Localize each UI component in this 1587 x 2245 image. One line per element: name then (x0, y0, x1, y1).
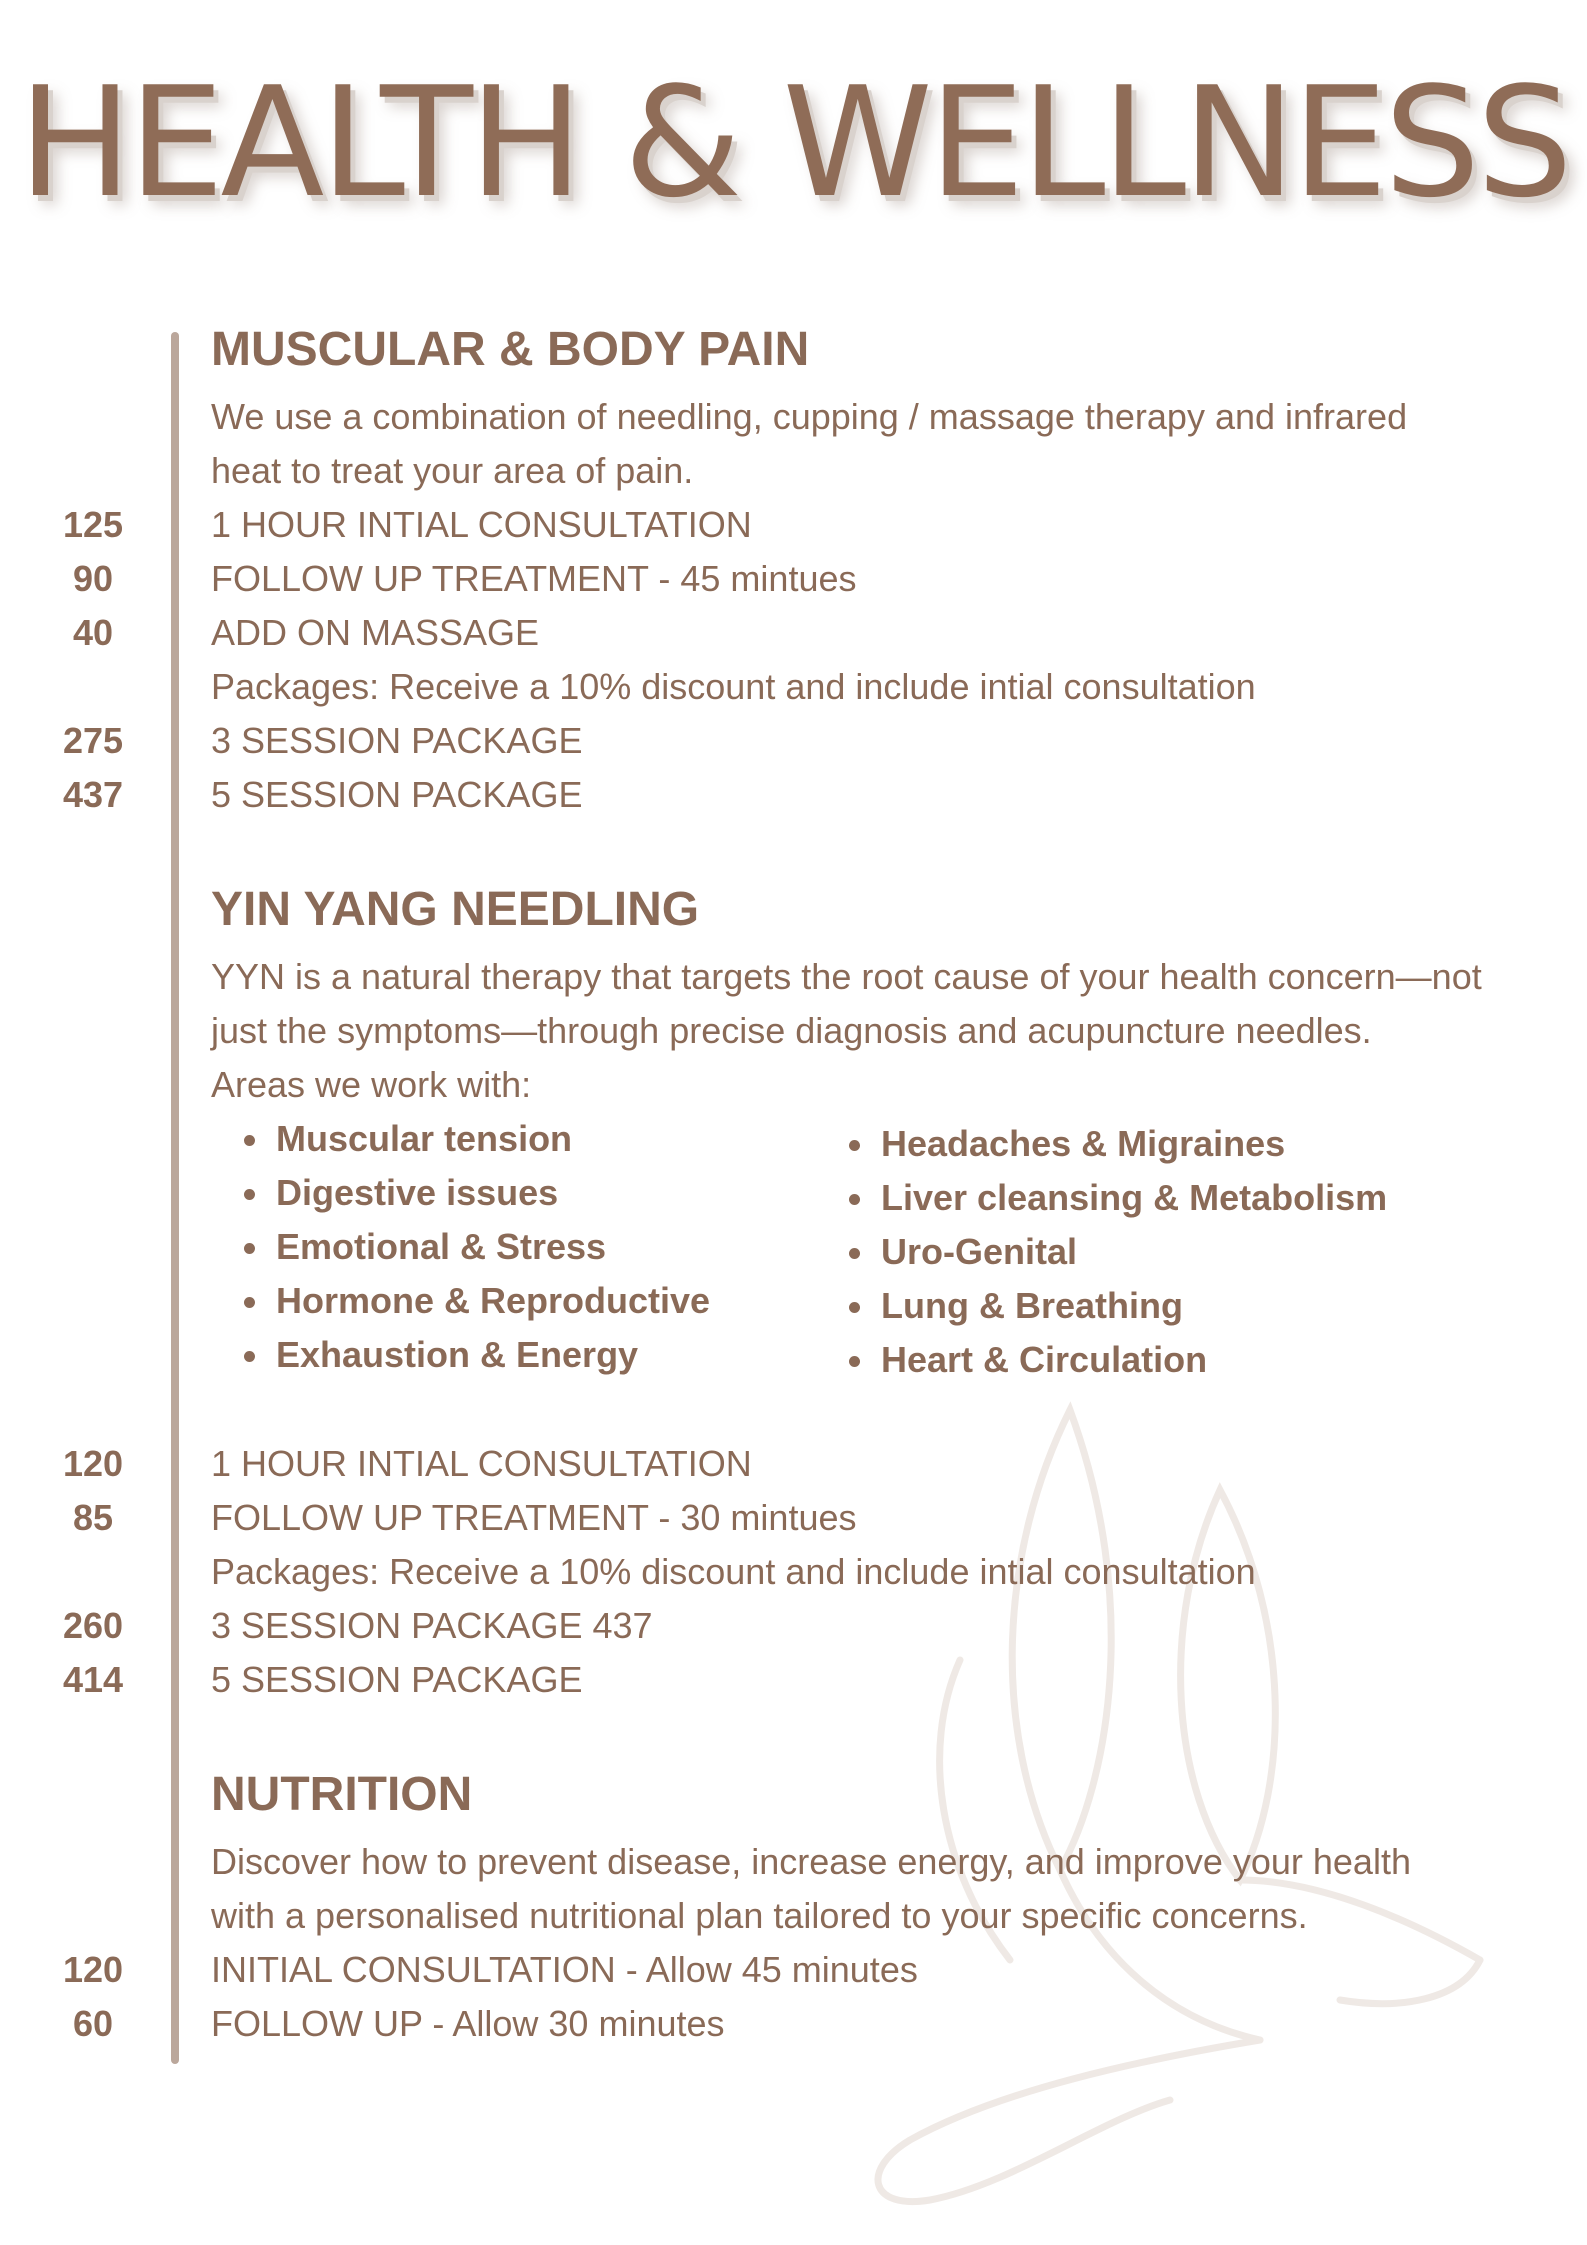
section-desc-line (0, 1058, 1587, 1112)
desc-text: Discover how to prevent disease, increase energy, and improve your health (211, 1841, 1411, 1882)
section-heading-muscular: MUSCULAR & BODY PAIN (211, 323, 810, 376)
desc-text: heat to treat your area of pain. (211, 450, 694, 491)
item-label: 3 SESSION PACKAGE 437 (211, 1605, 653, 1646)
price-row (0, 1599, 1587, 1653)
desc-text: just the symptoms—through precise diagnosis and acupuncture needles. (211, 1010, 1372, 1051)
list-item: Uro-Genital (845, 1225, 1387, 1279)
package-note-row (0, 1545, 1587, 1599)
list-item: Muscular tension (240, 1112, 710, 1166)
package-note-row (0, 660, 1587, 714)
list-item: Heart & Circulation (845, 1333, 1387, 1387)
list-item: Emotional & Stress (240, 1220, 710, 1274)
price-row (0, 768, 1587, 822)
list-item: Liver cleansing & Metabolism (845, 1171, 1387, 1225)
item-label: 1 HOUR INTIAL CONSULTATION (211, 1443, 752, 1484)
item-label: 1 HOUR INTIAL CONSULTATION (211, 504, 752, 545)
section-desc-line (0, 1835, 1587, 1889)
price-row (0, 552, 1587, 606)
price-row (0, 498, 1587, 552)
list-item: Lung & Breathing (845, 1279, 1387, 1333)
list-item: Exhaustion & Energy (240, 1328, 710, 1382)
list-item: Hormone & Reproductive (240, 1274, 710, 1328)
price-row (0, 714, 1587, 768)
item-label: ADD ON MASSAGE (211, 612, 540, 653)
item-label: FOLLOW UP - Allow 30 minutes (211, 2003, 725, 2044)
item-label: INITIAL CONSULTATION - Allow 45 minutes (211, 1949, 918, 1990)
price: 90 (72, 558, 114, 599)
price-row (0, 1943, 1587, 1997)
section-desc-line (0, 1889, 1587, 1943)
desc-text: with a personalised nutritional plan tailored to your specific concerns. (211, 1895, 1308, 1936)
areas-list-right (845, 1117, 1387, 1387)
price-row (0, 606, 1587, 660)
price: 60 (72, 2003, 114, 2044)
price: 125 (62, 504, 124, 545)
price: 120 (62, 1443, 124, 1484)
price-row (0, 1653, 1587, 1707)
price: 120 (62, 1949, 124, 1990)
price-row (0, 1491, 1587, 1545)
section-desc-line (0, 1004, 1587, 1058)
section-desc-line (0, 444, 1587, 498)
price: 414 (62, 1659, 124, 1700)
price: 275 (62, 720, 124, 761)
item-label: FOLLOW UP TREATMENT - 30 mintues (211, 1497, 857, 1538)
price-row (0, 1437, 1587, 1491)
price: 260 (62, 1605, 124, 1646)
list-item: Headaches & Migraines (845, 1117, 1387, 1171)
item-label: 5 SESSION PACKAGE (211, 1659, 583, 1700)
price: 85 (72, 1497, 114, 1538)
item-label: 5 SESSION PACKAGE (211, 774, 583, 815)
section-desc-line (0, 390, 1587, 444)
list-item: Digestive issues (240, 1166, 710, 1220)
price: 40 (72, 612, 114, 653)
section-desc-line (0, 950, 1587, 1004)
item-label: FOLLOW UP TREATMENT - 45 mintues (211, 558, 857, 599)
areas-list-left (240, 1112, 710, 1382)
price: 437 (62, 774, 124, 815)
item-label: Packages: Receive a 10% discount and include intial consultation (211, 1551, 1256, 1592)
section-heading-yinyang: YIN YANG NEEDLING (211, 883, 700, 936)
desc-text: We use a combination of needling, cupping / massage therapy and infrared (211, 396, 1408, 437)
price-row (0, 1997, 1587, 2051)
item-label: Packages: Receive a 10% discount and include intial consultation (211, 666, 1256, 707)
item-label: 3 SESSION PACKAGE (211, 720, 583, 761)
desc-text: YYN is a natural therapy that targets the root cause of your health concern—not (211, 956, 1482, 997)
page-title: HEALTH & WELLNESS (18, 54, 1569, 231)
desc-text: Areas we work with: (211, 1064, 532, 1105)
section-heading-nutrition: NUTRITION (211, 1768, 473, 1821)
